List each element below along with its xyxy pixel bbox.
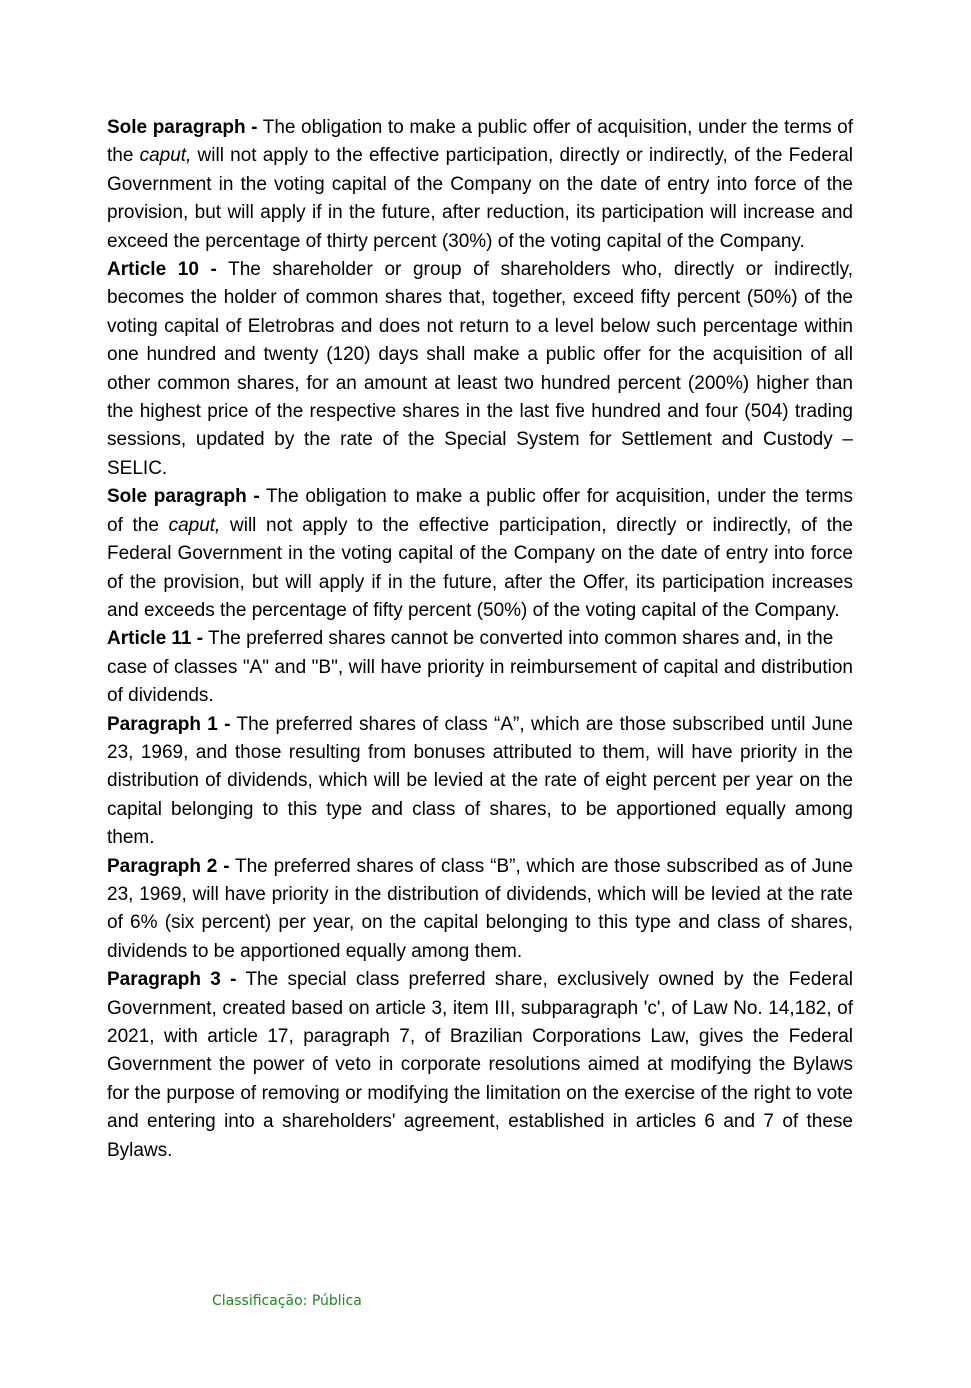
- classification-footer: Classificação: Pública: [212, 1293, 362, 1309]
- paragraph-label: Paragraph 1 -: [107, 713, 231, 735]
- paragraph-text: The special class preferred share, exclusively owned by the Federal Government, created based on article 3, item III, subparagraph 'c', of Law No. 14,182, of 2021, with article 17, paragraph 7, of Brazilian Corporations Law, gives the Federal Government the power of veto in corporate resolutions aimed at modifying the Bylaws for the purpose of removing or modifying the limitation on the exercise of the right to vote and entering into a shareholders' agreement, established in articles 6 and 7 of these Bylaws.: [107, 969, 853, 1161]
- document-body: [107, 114, 853, 1165]
- paragraph-text: will not apply to the effective participation, directly or indirectly, of the Federal Government in the voting capital of the Company on the date of entry into force of the provision, but will apply if in the future, after the Offer, its participation increases and exceeds the percentage of fifty percent (50%) of the voting capital of the Company.: [107, 514, 853, 621]
- article-10: [107, 256, 853, 483]
- article-text: The shareholder or group of shareholders who, directly or indirectly, becomes the holder of common shares that, together, exceed fifty percent (50%) of the voting capital of Eletrobras and does not return to a level below such percentage within one hundred and twenty (120) days shall make a public offer for the acquisition of all other common shares, for an amount at least two hundred percent (200%) higher than the highest price of the respective shares in the last five hundred and four (504) trading sessions, updated by the rate of the Special System for Settlement and Custody – SELIC.: [107, 259, 853, 479]
- article-label: Article 11 -: [107, 628, 204, 650]
- caput-term: caput,: [168, 514, 221, 536]
- paragraph-text: will not apply to the effective participation, directly or indirectly, of the Federal Government in the voting capital of the Company on the date of entry into force of the provision, but will apply if in the future, after reduction, its participation will increase and exceed the percentage of thirty percent (30%) of the voting capital of the Company.: [107, 145, 853, 252]
- article-label: Article 10 -: [107, 259, 217, 281]
- article-text: case of classes "A" and "B", will have priority in reimbursement of capital and distribution of dividends.: [107, 656, 853, 707]
- paragraph-label: Sole paragraph -: [107, 486, 260, 508]
- caput-term: caput,: [139, 145, 192, 167]
- paragraph-label: Paragraph 2 -: [107, 855, 230, 877]
- paragraph-3: [107, 966, 853, 1165]
- paragraph-text: The obligation to make a public offer of acquisition, under the terms of the: [107, 117, 854, 167]
- paragraph-text: The preferred shares of class “A”, which are those subscribed until June 23, 1969, and those resulting from bonuses attributed to them, will have priority in the distribution of dividends, which will be levied at the rate of eight percent per year on the capital belonging to this type and class of shares, to be apportioned equally among them.: [107, 713, 854, 849]
- paragraph-1: [107, 711, 853, 853]
- article-text: The preferred shares cannot be converted into common shares and, in the: [203, 628, 834, 650]
- paragraph-text: The preferred shares of class “B”, which are those subscribed as of June 23, 1969, will have priority in the distribution of dividends, which will be levied at the rate of 6% (six percent) per year, on the capital belonging to this type and class of shares, dividends to be apportioned equally among them.: [107, 855, 853, 962]
- paragraph-2: [107, 853, 853, 967]
- article-11-continued: [107, 654, 853, 711]
- paragraph-text: The obligation to make a public offer for acquisition, under the terms of the: [107, 486, 854, 536]
- sole-paragraph-art9: [107, 114, 853, 256]
- paragraph-label: Paragraph 3 -: [107, 969, 237, 991]
- article-11: [107, 625, 853, 653]
- sole-paragraph-art10: [107, 483, 853, 625]
- paragraph-label: Sole paragraph -: [107, 117, 258, 138]
